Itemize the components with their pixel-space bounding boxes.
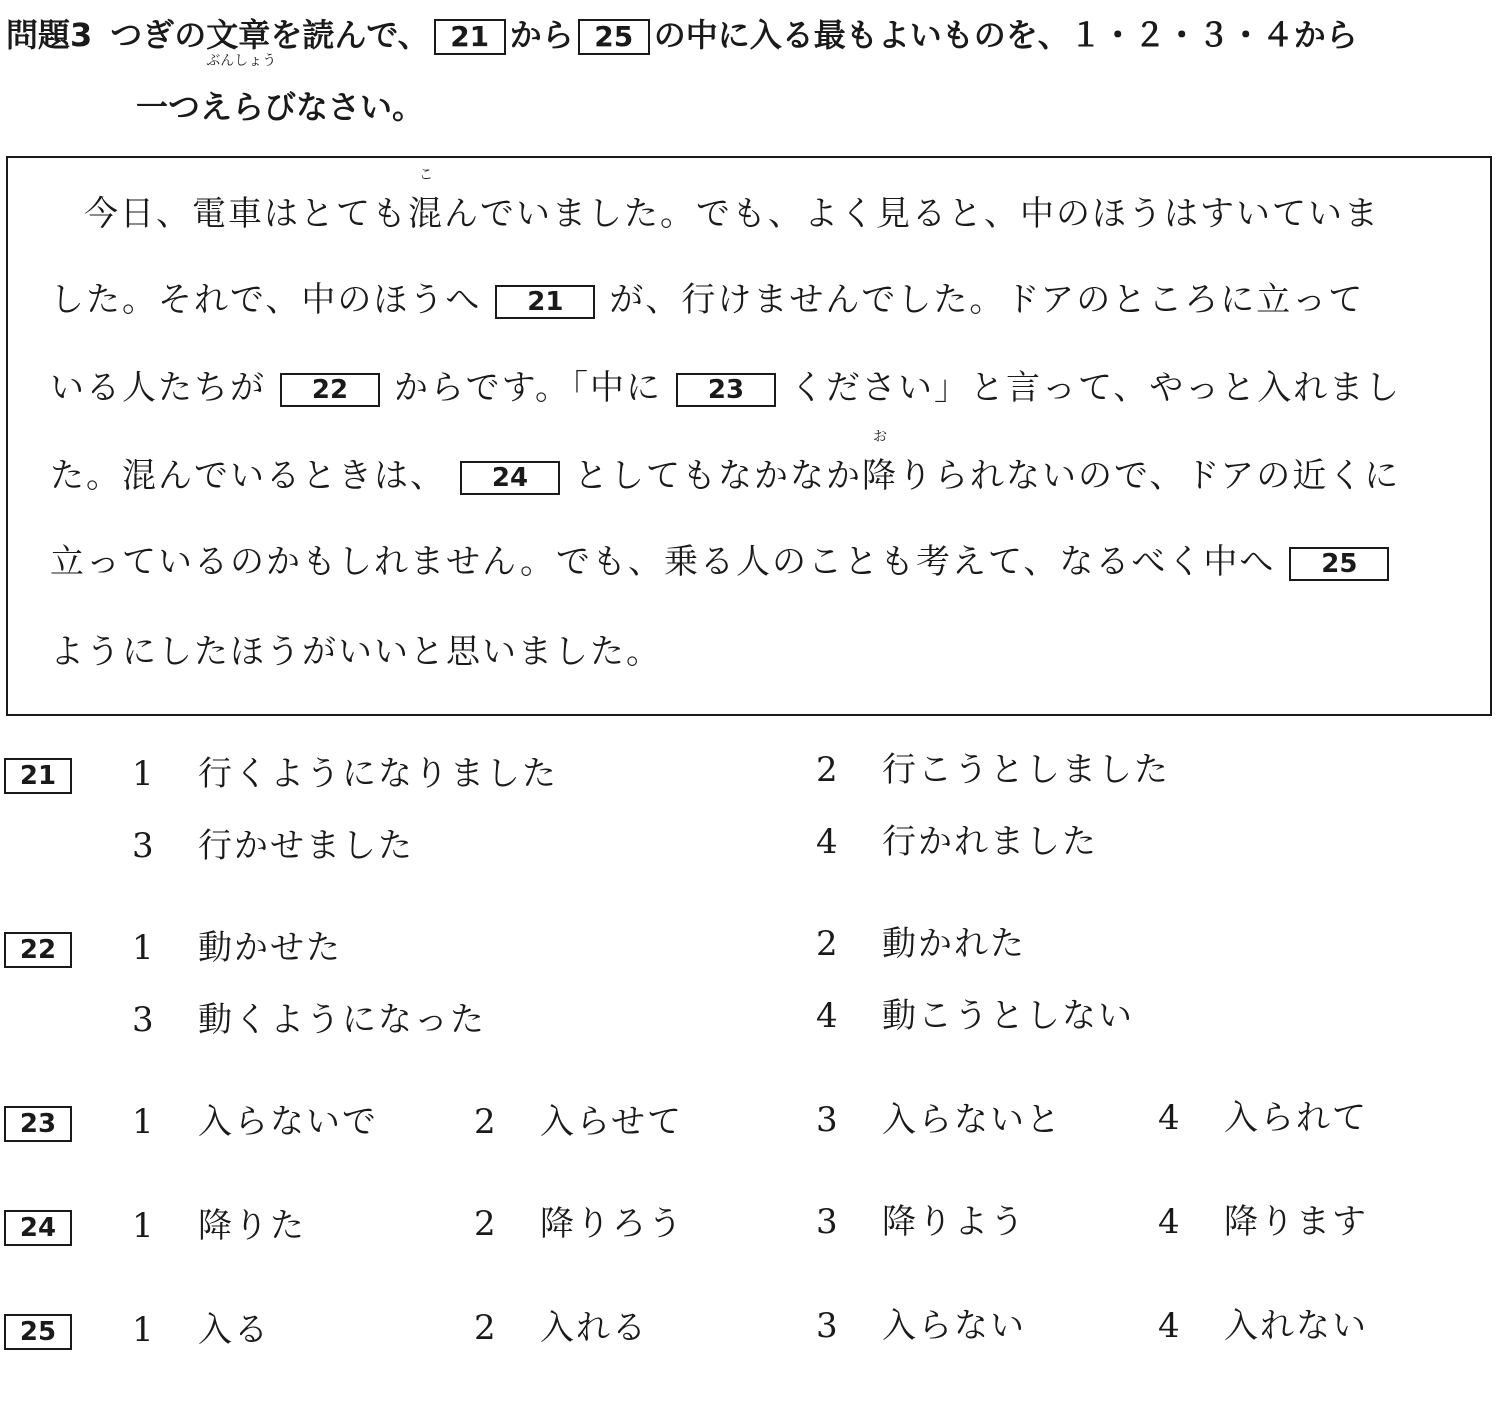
option-text: 動こうとしない <box>882 996 1134 1036</box>
passage-text: が、行けませんでした。ドアのところに立って <box>609 280 1365 320</box>
passage-text: としてもなかなか <box>574 456 862 496</box>
option-text: 降りた <box>198 1206 306 1246</box>
instruction-text-before: つぎの <box>110 16 207 54</box>
option-number: 1 <box>132 754 156 794</box>
ruby-reading: ぶんしょう <box>206 53 277 69</box>
option-number: 1 <box>132 928 156 968</box>
option-text: 行こうとしました <box>882 750 1170 790</box>
option-21-4[interactable] <box>816 822 1098 862</box>
question-label-25: 25 <box>4 1314 72 1350</box>
passage-text: た。混んでいるときは、 <box>50 456 446 496</box>
passage-text: 今日、電車はとても <box>84 194 408 234</box>
passage-text: んでいました。でも、よく見ると、中のほうはすいていま <box>444 194 1380 234</box>
option-21-1[interactable] <box>132 754 558 794</box>
passage-line-3 <box>50 368 1401 408</box>
question-label-21: 21 <box>4 758 72 794</box>
option-22-2[interactable] <box>816 924 1026 964</box>
option-text: 入られて <box>1224 1098 1368 1138</box>
option-24-3[interactable] <box>816 1202 1026 1242</box>
option-21-3[interactable] <box>132 826 414 866</box>
option-24-1[interactable] <box>132 1206 306 1246</box>
header-box-end: 25 <box>578 19 650 55</box>
ruby-oriru <box>862 429 898 496</box>
option-number: 3 <box>132 1000 156 1040</box>
ruby-base: 混 <box>408 194 444 234</box>
option-23-3[interactable] <box>816 1100 1062 1140</box>
option-text: 入らないと <box>882 1100 1062 1140</box>
passage-line-1 <box>84 167 1380 234</box>
option-24-2[interactable] <box>474 1204 684 1244</box>
option-number: 3 <box>816 1202 840 1242</box>
option-text: 行かせました <box>198 826 414 866</box>
question-label: 問題3 <box>6 16 93 54</box>
reading-passage <box>6 156 1492 716</box>
option-23-1[interactable] <box>132 1102 378 1142</box>
instruction-text-end: の中に入る最もよいものを、１・２・３・４から <box>653 16 1358 54</box>
header-box-start: 21 <box>434 19 506 55</box>
option-22-3[interactable] <box>132 1000 486 1040</box>
option-number: 2 <box>816 924 840 964</box>
question-header <box>6 12 1496 126</box>
ruby-base: 文章 <box>206 16 271 54</box>
option-number: 2 <box>816 750 840 790</box>
question-label-22: 22 <box>4 932 72 968</box>
instruction-text-after: を読んで、 <box>270 16 430 54</box>
question-label-23: 23 <box>4 1106 72 1142</box>
option-text: 動かれた <box>882 924 1026 964</box>
option-number: 2 <box>474 1308 498 1348</box>
passage-text: ください」と言って、やっと入れまし <box>789 368 1402 408</box>
passage-text: した。それで、中のほうへ <box>50 280 482 320</box>
passage-line-4 <box>50 429 1401 496</box>
passage-line-5 <box>50 542 1403 582</box>
ruby-bunsho <box>206 12 277 69</box>
passage-text: りられないので、ドアの近くに <box>898 456 1401 496</box>
ruby-base: 降 <box>862 456 898 496</box>
option-text: 入らないで <box>198 1102 378 1142</box>
option-text: 入れない <box>1224 1306 1368 1346</box>
option-number: 4 <box>816 996 840 1036</box>
option-number: 2 <box>474 1204 498 1244</box>
option-number: 4 <box>816 822 840 862</box>
option-number: 4 <box>1158 1306 1182 1346</box>
passage-text: いる人たちが <box>50 368 266 408</box>
option-23-4[interactable] <box>1158 1098 1368 1138</box>
instruction-line2: 一つえらびなさい。 <box>136 88 425 126</box>
option-text: 行かれました <box>882 822 1098 862</box>
option-text: 降りろう <box>540 1204 684 1244</box>
instruction-kara: から <box>509 16 574 54</box>
ruby-reading: お <box>873 429 887 445</box>
option-22-4[interactable] <box>816 996 1134 1036</box>
option-number: 1 <box>132 1310 156 1350</box>
option-21-2[interactable] <box>816 750 1170 790</box>
ruby-reading: こ <box>419 167 433 183</box>
option-text: 降ります <box>1224 1202 1368 1242</box>
blank-22: 22 <box>280 373 380 407</box>
blank-24: 24 <box>460 461 560 495</box>
option-23-2[interactable] <box>474 1102 683 1142</box>
question-label-24: 24 <box>4 1210 72 1246</box>
option-number: 1 <box>132 1206 156 1246</box>
option-text: 入らない <box>882 1306 1026 1346</box>
option-text: 動かせた <box>198 928 342 968</box>
option-25-3[interactable] <box>816 1306 1026 1346</box>
blank-23: 23 <box>676 373 776 407</box>
ruby-komu <box>408 167 444 234</box>
option-24-4[interactable] <box>1158 1202 1368 1242</box>
option-number: 3 <box>816 1100 840 1140</box>
option-text: 入れる <box>540 1308 648 1348</box>
option-25-4[interactable] <box>1158 1306 1368 1346</box>
option-number: 4 <box>1158 1098 1182 1138</box>
option-25-2[interactable] <box>474 1308 648 1348</box>
option-number: 2 <box>474 1102 498 1142</box>
option-text: 入らせて <box>540 1102 683 1142</box>
option-number: 3 <box>132 826 156 866</box>
passage-line-2 <box>50 280 1364 320</box>
option-22-1[interactable] <box>132 928 342 968</box>
blank-25: 25 <box>1289 547 1389 581</box>
blank-21: 21 <box>495 285 595 319</box>
option-text: 動くようになった <box>198 1000 486 1040</box>
option-25-1[interactable] <box>132 1310 270 1350</box>
option-text: 降りよう <box>882 1202 1026 1242</box>
option-number: 4 <box>1158 1202 1182 1242</box>
option-text: 行くようになりました <box>198 754 558 794</box>
passage-text: 立っているのかもしれません。でも、乗る人のことも考えて、なるべく中へ <box>50 542 1276 582</box>
option-text: 入る <box>198 1310 270 1350</box>
passage-line-6: ようにしたほうがいいと思いました。 <box>50 632 662 672</box>
passage-text: からです。「中に <box>394 368 662 408</box>
option-number: 1 <box>132 1102 156 1142</box>
option-number: 3 <box>816 1306 840 1346</box>
